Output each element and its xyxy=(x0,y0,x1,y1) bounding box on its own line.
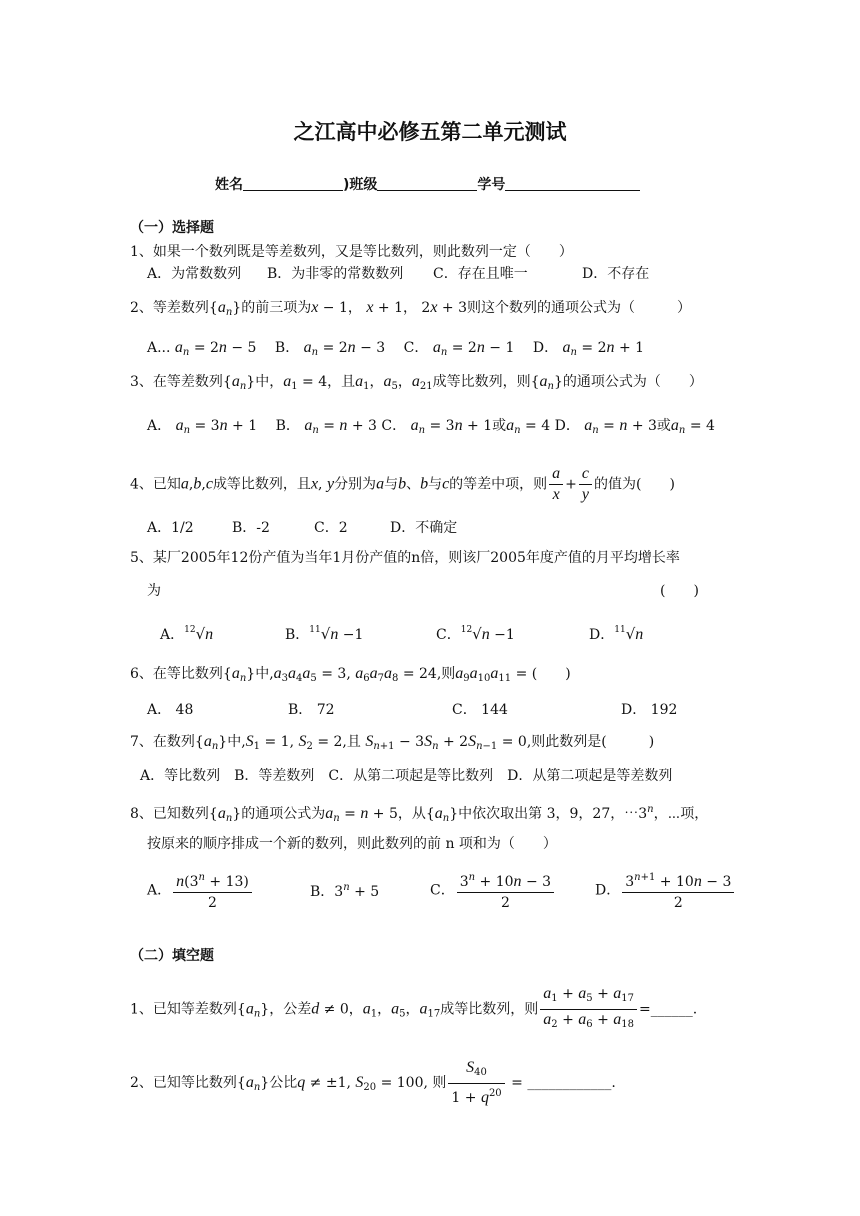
q2-text-a: 2、等差数列 xyxy=(130,300,209,316)
q3-text-d: 成等比数列，则 xyxy=(432,374,531,390)
f1-text-d: 成等比数列，则 xyxy=(440,1001,539,1018)
question-4-stem: 4、已知a,b,c成等比数列，且x, y分别为a与b、b与c的等差中项，则 $\frac{a}{x}$ + $\frac{c}{y}$ 的值为( ) xyxy=(130,465,675,503)
page-title: 之江高中必修五第二单元测试 xyxy=(293,120,567,144)
q3-option-a-label: A． xyxy=(147,418,172,434)
q2-options: A... $a_n = 2n - 5$ B． $a_n = 2n - 3$ C． $a_n = 2n - 1$ D． $a_n = 2n + 1$ xyxy=(147,339,645,358)
q8-option-a-label: A． xyxy=(147,882,172,899)
q8-option-c: C． $\frac{3^n + 10n - 3}{2}$ xyxy=(430,868,556,913)
q8-option-d-label: D． xyxy=(595,882,621,899)
f1-text-a: 1、已知等差数列 xyxy=(130,1001,237,1018)
q5-option-d: D．$^{11}$√n xyxy=(589,625,644,643)
q4-text-d: 与 xyxy=(384,476,399,493)
section-choice-title: （一）选择题 xyxy=(130,220,214,236)
q2-option-a-label: A... xyxy=(147,340,171,356)
class-label: )班级 xyxy=(343,177,378,193)
q4-option-b: B．-2 xyxy=(232,520,270,536)
q4-text-c: 分别为 xyxy=(334,476,377,493)
q1-option-b: B．为非零的常数数列 xyxy=(267,266,404,282)
q4-text-f: 与 xyxy=(428,476,443,493)
q5-option-a: A．$^{12}$√n xyxy=(160,625,214,643)
q8-option-b: B．$3^n + 5$ xyxy=(310,882,380,900)
q7-text-b: 中, xyxy=(227,734,246,750)
q3-or-2: 或 xyxy=(656,418,671,434)
f1-text-c: ， xyxy=(348,1001,363,1018)
q3-options: A． $a_n = 3n + 1$ B． $a_n = n + 3$ C． $a_n = 3n + 1$或$a_n = 4$ D． $a_n = n + 3$或$a_n = 4$ xyxy=(147,417,715,436)
f2-text-b: 公比 xyxy=(269,1075,298,1091)
q3-text-e: 的通项公式为（ ） xyxy=(562,374,703,390)
q3-text-b: 中， xyxy=(255,374,284,390)
q6-option-d: D． 192 xyxy=(621,702,678,718)
q3-option-b-label: B． xyxy=(275,418,300,434)
q3-text-a: 3、在等差数列 xyxy=(130,374,223,390)
question-5-stem: 5、某厂2005年12份产值为当年1月份产值的n倍，则该厂2005年度产值的月平均增长率 xyxy=(130,550,680,566)
q6-text-b: 中, xyxy=(255,666,274,682)
f2-text-c: 则 xyxy=(432,1075,447,1091)
name-blank xyxy=(243,176,343,191)
q5-stem-line2: 为 xyxy=(147,583,161,599)
question-6-stem: 6、在等比数列$\{a_n\}$中$,a_3a_4a_5 = 3$, $a_6a_7a_8 = 24$,则$a_9a_{10}a_{11}$ = ( ) xyxy=(130,665,571,684)
q4-option-c: C．2 xyxy=(314,520,348,536)
q8-text-a: 8、已知数列 xyxy=(130,806,209,822)
q7-text-d: 则此数列是( ) xyxy=(531,734,655,750)
q8-text-e: ，⋯项， xyxy=(653,806,709,822)
q3-or-1: 或 xyxy=(492,418,507,434)
q5-option-a-label: A． xyxy=(160,627,185,643)
q4-option-d: D．不确定 xyxy=(390,520,458,536)
q8-text-b: 的通项公式为 xyxy=(241,806,326,822)
student-info-line xyxy=(215,174,640,194)
q6-text-a: 6、在等比数列 xyxy=(130,666,223,682)
q4-text-e: 、 xyxy=(406,476,421,493)
q2-option-b-label: B． xyxy=(274,340,300,356)
q8-stem-line2: 按原来的顺序排成一个新的数列，则此数列的前 n 项和为（ ） xyxy=(147,836,557,852)
q2-text-b: 的前三项为 xyxy=(241,300,312,316)
class-blank xyxy=(377,176,477,191)
q6-text-d: ( ) xyxy=(531,666,571,682)
q7-options: A．等比数列 B．等差数列 C．从第二项起是等比数列 D．从第二项起是等差数列 xyxy=(140,768,673,784)
q6-option-a: A． 48 xyxy=(147,702,194,718)
id-label: 学号 xyxy=(477,177,506,193)
question-1-stem: 1、如果一个数列既是等差数列，又是等比数列，则此数列一定（ ） xyxy=(130,244,573,260)
q4-text-h: 的值为( ) xyxy=(594,476,675,493)
q2-option-c-label: C． xyxy=(403,340,429,356)
f2-text-d: ____________. xyxy=(527,1075,616,1091)
question-7-stem: 7、在数列$\{a_n\}$中$,S_1 = 1$, $S_2 = 2$,且 $S_{n+1} - 3S_n + 2S_{n-1} = 0$,则此数列是( ) xyxy=(130,733,655,752)
q5-answer-paren: ( ) xyxy=(660,583,699,599)
f1-text-b: ，公差 xyxy=(269,1001,312,1018)
q8-option-c-label: C． xyxy=(430,882,455,899)
q8-option-a: A． $\frac{n(3^n + 13)}{2}$ xyxy=(147,868,254,913)
f2-text-a: 2、已知等比数列 xyxy=(130,1075,237,1091)
q7-text-a: 7、在数列 xyxy=(130,734,195,750)
q3-text-c: ，且 xyxy=(327,374,356,390)
q6-option-c: C． 144 xyxy=(452,702,508,718)
q4-option-a: A．1/2 xyxy=(147,520,194,536)
q1-option-a: A．为常数数列 xyxy=(147,266,242,282)
q8-text-d: 中依次取出第 3，9，27，⋯ xyxy=(458,806,639,822)
q2-option-d-label: D． xyxy=(532,340,559,356)
name-label: 姓名 xyxy=(215,177,243,193)
q4-text-a: 4、已知 xyxy=(130,476,181,493)
q3-option-c-label: C． xyxy=(381,418,407,434)
q4-text-b: 成等比数列，且 xyxy=(212,476,311,493)
q5-option-c: C．$^{12}$√n −1 xyxy=(436,625,515,643)
fill-question-1: 1、已知等差数列$\{a_n\}$，公差d ≠ 0，$a_1$，$a_5$，$a_{17}$成等比数列，则 $\frac{a_1 + a_5 + a_{17}}{a_2 + a_6 + a_{18}}$ =______. xyxy=(130,985,698,1030)
q4-text-g: 的等差中项，则 xyxy=(449,476,548,493)
q1-option-d: D．不存在 xyxy=(582,266,650,282)
q8-text-c: ，从 xyxy=(397,806,426,822)
q5-option-d-label: D． xyxy=(589,627,615,643)
question-8-stem: 8、已知数列$\{a_n\}$的通项公式为$a_n = n + 5$，从$\{a_n\}$中依次取出第 3，9，27，⋯3$^n$，⋯项， xyxy=(130,804,709,824)
q5-option-b: B．$^{11}$√n −1 xyxy=(285,625,364,643)
q5-option-c-label: C． xyxy=(436,627,461,643)
id-blank xyxy=(505,176,640,191)
f1-text-e: =______. xyxy=(639,1001,698,1018)
q8-option-d: D． $\frac{3^{n+1} + 10n - 3}{2}$ xyxy=(595,868,736,913)
q5-option-b-label: B． xyxy=(285,627,310,643)
q7-text-c: 且 xyxy=(346,734,361,750)
fill-question-2: 2、已知等比数列$\{a_n\}$公比q ≠ ±1, $S_{20} = 100$, 则 $\frac{S_{40}}{1 + q^{20}}$ = ____________. xyxy=(130,1059,616,1106)
question-3-stem: 3、在等差数列$\{a_n\}$中，$a_1 = 4$，且$a_1$，$a_5$，$a_{21}$成等比数列，则$\{a_n\}$的通项公式为（ ） xyxy=(130,373,703,392)
q2-text-c: 则这个数列的通项公式为（ ） xyxy=(467,300,691,316)
question-2-stem: 2、等差数列$\{a_n\}$的前三项为x − 1， x + 1， 2x + 3则这个数列的通项公式为（ ） xyxy=(130,299,691,318)
q3-option-d-label: D． xyxy=(554,418,580,434)
q6-option-b: B． 72 xyxy=(288,702,335,718)
q1-option-c: C．存在且唯一 xyxy=(433,266,528,282)
q6-text-c: 则 xyxy=(441,666,456,682)
q8-option-b-label: B． xyxy=(310,884,335,900)
section-fill-title: （二）填空题 xyxy=(130,948,214,964)
